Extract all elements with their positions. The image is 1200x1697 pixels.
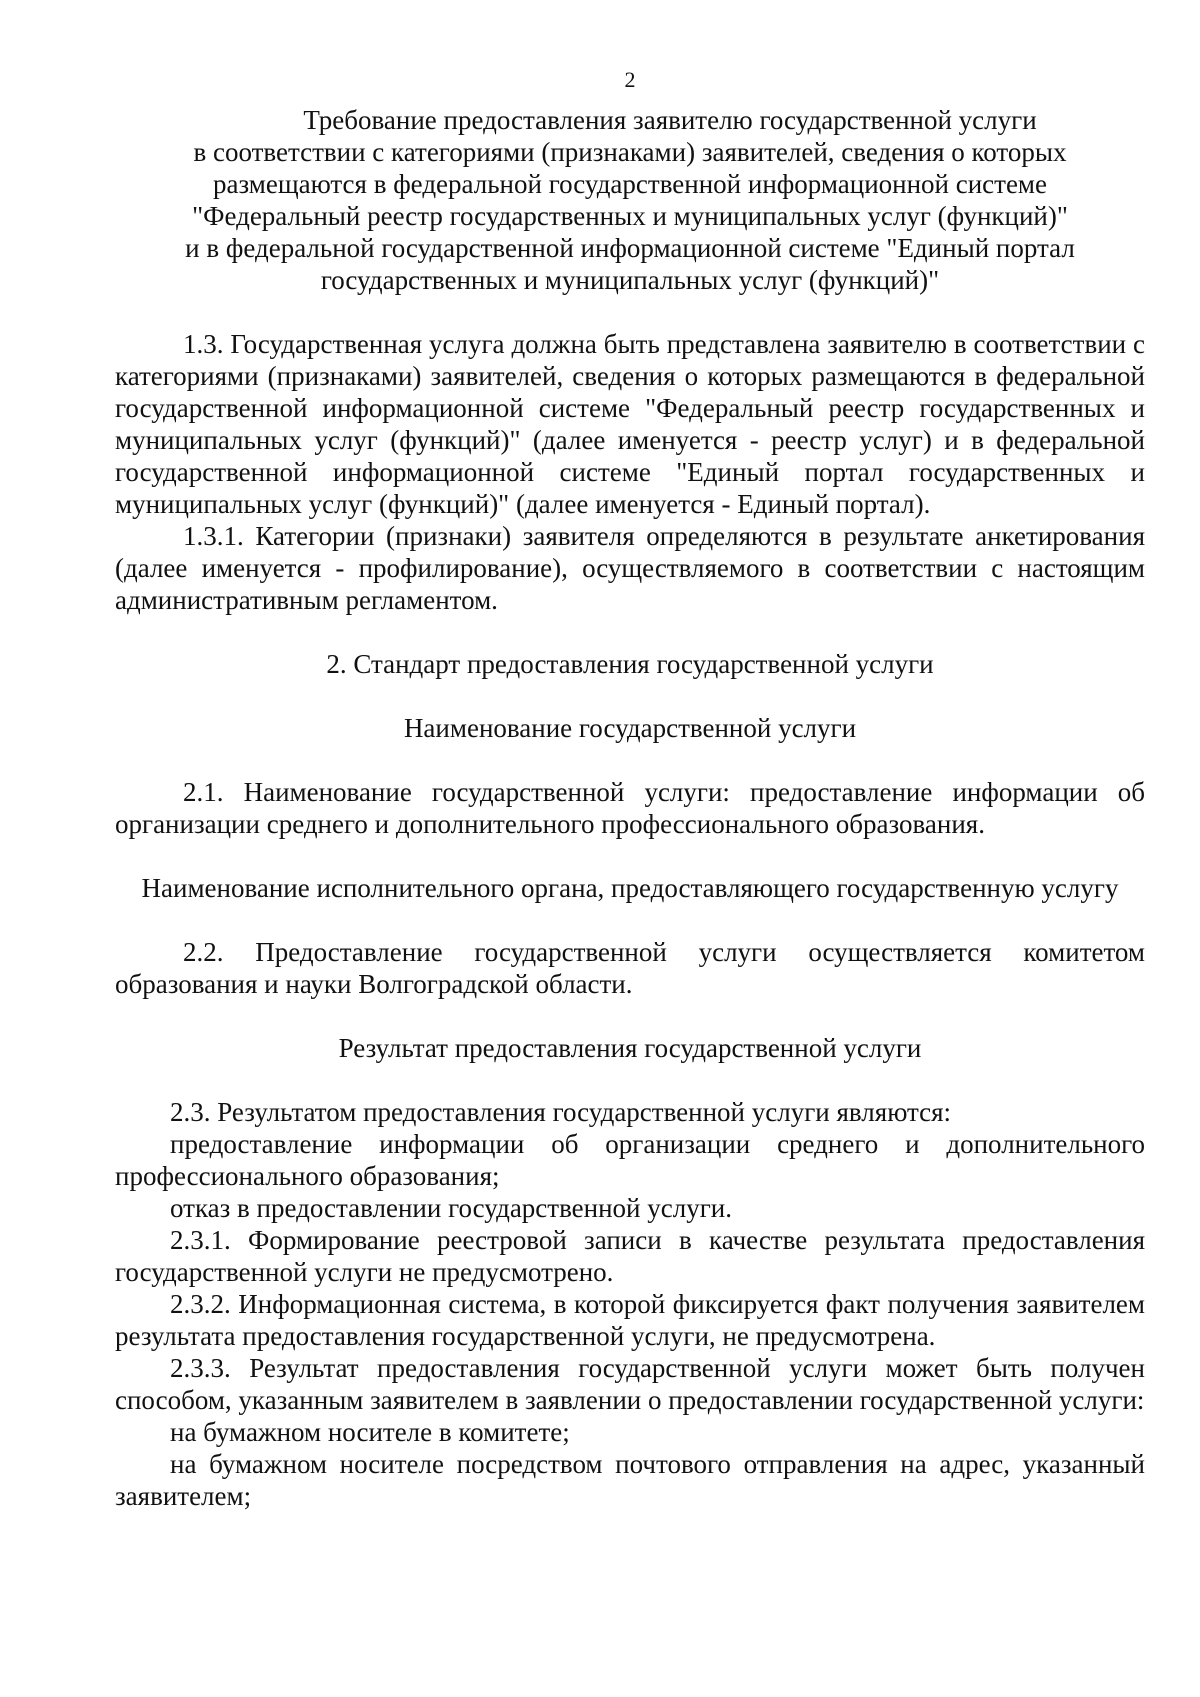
- paragraph-2-3-3-a: на бумажном носителе в комитете;: [170, 1417, 570, 1447]
- paragraph-2-3-3-b: на бумажном носителе посредством почтового отправления на адрес, указанный заявителем;: [115, 1449, 1145, 1511]
- title-line-2: в соответствии с категориями (признаками) заявителей, сведения о которых: [193, 137, 1067, 167]
- paragraph-2-3-b: отказ в предоставлении государственной услуги.: [170, 1193, 732, 1223]
- paragraph-2-3-3: 2.3.3. Результат предоставления государственной услуги может быть получен способом, указанным заявителем в заявлении о предоставлении государственной услуги:: [115, 1353, 1145, 1415]
- paragraph-2-3-1: 2.3.1. Формирование реестровой записи в качестве результата предоставления государственной услуги не предусмотрено.: [115, 1225, 1145, 1287]
- spacer: [115, 616, 1145, 648]
- title-block: [115, 104, 1145, 296]
- executive-body-heading: Наименование исполнительного органа, предоставляющего государственную услугу: [141, 873, 1119, 903]
- paragraph-1-3: 1.3. Государственная услуга должна быть представлена заявителю в соответствии с категориями (признаками) заявителей, сведения о которых размещаются в федеральной государственной информационной системе "Федеральный реестр государственных и муниципальных услуг (функций)" (далее именуется - реестр услуг) и в федеральной государственной информационной системе "Единый портал государственных и муниципальных услуг (функций)" (далее именуется - Единый портал).: [115, 329, 1145, 519]
- paragraph-2-3: 2.3. Результатом предоставления государственной услуги являются:: [170, 1097, 952, 1127]
- spacer: [115, 1000, 1145, 1032]
- spacer: [115, 680, 1145, 712]
- result-heading: Результат предоставления государственной услуги: [338, 1033, 922, 1063]
- paragraph-2-3-a: предоставление информации об организации среднего и дополнительного профессионального образования;: [115, 1129, 1145, 1191]
- page-number: 2: [624, 67, 636, 92]
- paragraph-2-2: 2.2. Предоставление государственной услуги осуществляется комитетом образования и науки Волгоградской области.: [115, 937, 1145, 999]
- service-name-heading: Наименование государственной услуги: [403, 713, 857, 743]
- title-line-1: Требование предоставления заявителю государственной услуги: [303, 105, 1037, 135]
- spacer: [115, 840, 1145, 872]
- section-2-heading: 2. Стандарт предоставления государственной услуги: [326, 649, 934, 679]
- title-line-3: размещаются в федеральной государственной информационной системе: [212, 169, 1048, 199]
- title-line-5: и в федеральной государственной информационной системе "Единый портал: [185, 233, 1075, 263]
- title-line-6: государственных и муниципальных услуг (функций)": [320, 265, 940, 295]
- spacer: [115, 744, 1145, 776]
- title-line-4: "Федеральный реестр государственных и муниципальных услуг (функций)": [192, 201, 1068, 231]
- paragraph-2-3-2: 2.3.2. Информационная система, в которой фиксируется факт получения заявителем результата предоставления государственной услуги, не предусмотрена.: [115, 1289, 1145, 1351]
- paragraph-2-1: 2.1. Наименование государственной услуги: предоставление информации об организации среднего и дополнительного профессионального образования.: [115, 777, 1145, 839]
- document-content: [115, 66, 1145, 1512]
- spacer: [115, 904, 1145, 936]
- spacer: [115, 1064, 1145, 1096]
- paragraph-1-3-1: 1.3.1. Категории (признаки) заявителя определяются в результате анкетирования (далее именуется - профилирование), осуществляемого в соответствии с настоящим административным регламентом.: [115, 521, 1145, 615]
